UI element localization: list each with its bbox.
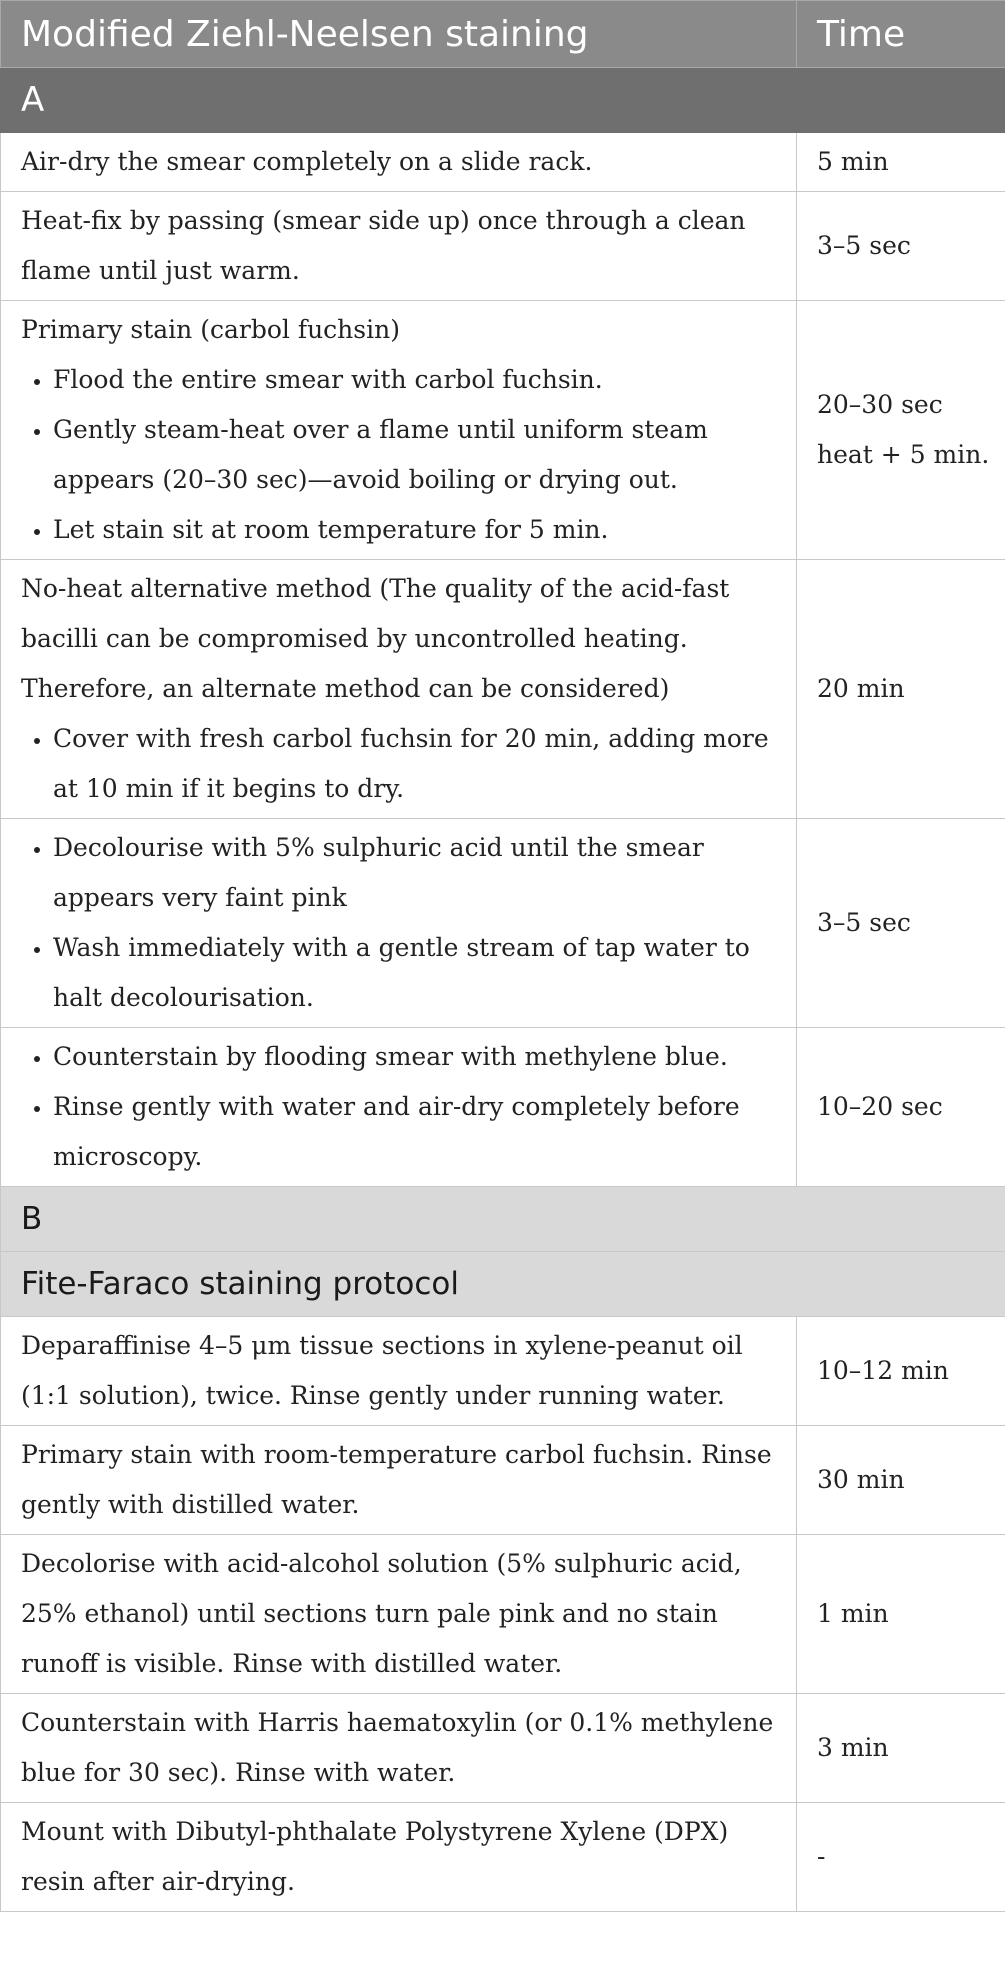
time-cell: 10–12 min bbox=[797, 1317, 1005, 1426]
table-row bbox=[1, 1803, 1005, 1912]
section-b-title: Fite-Faraco staining protocol bbox=[1, 1252, 1005, 1317]
section-a-body bbox=[1, 68, 1005, 1187]
time-cell: - bbox=[797, 1803, 1005, 1912]
time-cell: 5 min bbox=[797, 133, 1005, 192]
step-text: Primary stain with room-temperature carbol fuchsin. Rinse gently with distilled water. bbox=[21, 1440, 772, 1519]
header-procedure: Modified Ziehl-Neelsen staining bbox=[1, 1, 797, 68]
table-row bbox=[1, 1694, 1005, 1803]
table-row bbox=[1, 819, 1005, 1028]
table-row bbox=[1, 1535, 1005, 1694]
time-cell: 3–5 sec bbox=[797, 192, 1005, 301]
step-cell bbox=[1, 560, 797, 819]
step-cell bbox=[1, 133, 797, 192]
step-bullet-list bbox=[21, 355, 776, 555]
step-cell bbox=[1, 301, 797, 560]
table-row bbox=[1, 560, 1005, 819]
section-b-label: B bbox=[1, 1187, 1005, 1252]
section-a-label-row bbox=[1, 68, 1005, 133]
section-b-title-row bbox=[1, 1252, 1005, 1317]
table-header-row bbox=[1, 1, 1005, 68]
step-cell bbox=[1, 1535, 797, 1694]
step-cell bbox=[1, 1028, 797, 1187]
time-cell: 3–5 sec bbox=[797, 819, 1005, 1028]
step-bullet: • Wash immediately with a gentle stream of tap water to halt decolourisation. bbox=[53, 923, 776, 1023]
step-cell bbox=[1, 819, 797, 1028]
section-b-body bbox=[1, 1187, 1005, 1912]
step-bullet: • Counterstain by flooding smear with methylene blue. bbox=[53, 1032, 776, 1082]
step-bullet: • Flood the entire smear with carbol fuchsin. bbox=[53, 355, 776, 405]
step-cell bbox=[1, 1803, 797, 1912]
table-row bbox=[1, 1426, 1005, 1535]
step-text: Heat-fix by passing (smear side up) once through a clean flame until just warm. bbox=[21, 206, 746, 285]
step-text: Air-dry the smear completely on a slide rack. bbox=[21, 147, 593, 176]
step-bullet-list bbox=[21, 823, 776, 1023]
time-cell: 20–30 sec heat + 5 min. bbox=[797, 301, 1005, 560]
time-cell: 30 min bbox=[797, 1426, 1005, 1535]
step-bullet: • Rinse gently with water and air-dry completely before microscopy. bbox=[53, 1082, 776, 1182]
table-row bbox=[1, 1028, 1005, 1187]
table-row bbox=[1, 301, 1005, 560]
time-cell: 3 min bbox=[797, 1694, 1005, 1803]
step-text: Decolorise with acid-alcohol solution (5% sulphuric acid, 25% ethanol) until sections turn pale pink and no stain runoff is visible. Rinse with distilled water. bbox=[21, 1549, 742, 1678]
section-a-label: A bbox=[1, 68, 1005, 133]
step-bullet: • Decolourise with 5% sulphuric acid until the smear appears very faint pink bbox=[53, 823, 776, 923]
table-row bbox=[1, 192, 1005, 301]
step-text: Primary stain (carbol fuchsin) bbox=[21, 315, 400, 344]
time-cell: 10–20 sec bbox=[797, 1028, 1005, 1187]
step-text: Counterstain with Harris haematoxylin (or 0.1% methylene blue for 30 sec). Rinse with water. bbox=[21, 1708, 774, 1787]
section-b-label-row bbox=[1, 1187, 1005, 1252]
step-bullet-list bbox=[21, 714, 776, 814]
step-bullet: • Cover with fresh carbol fuchsin for 20 min, adding more at 10 min if it begins to dry. bbox=[53, 714, 776, 814]
time-cell: 1 min bbox=[797, 1535, 1005, 1694]
time-cell: 20 min bbox=[797, 560, 1005, 819]
step-bullet: • Gently steam-heat over a flame until uniform steam appears (20–30 sec)—avoid boiling or drying out. bbox=[53, 405, 776, 505]
step-text: Mount with Dibutyl-phthalate Polystyrene Xylene (DPX) resin after air-drying. bbox=[21, 1817, 729, 1896]
step-cell bbox=[1, 1426, 797, 1535]
step-text: No-heat alternative method (The quality of the acid-fast bacilli can be compromised by uncontrolled heating. Therefore, an alternate method can be considered) bbox=[21, 574, 730, 703]
table-row bbox=[1, 1317, 1005, 1426]
step-cell bbox=[1, 1694, 797, 1803]
step-bullet-list bbox=[21, 1032, 776, 1182]
step-cell bbox=[1, 192, 797, 301]
table-row bbox=[1, 133, 1005, 192]
step-bullet: • Let stain sit at room temperature for 5 min. bbox=[53, 505, 776, 555]
step-text: Deparaffinise 4–5 μm tissue sections in xylene-peanut oil (1:1 solution), twice. Rinse gently under running water. bbox=[21, 1331, 743, 1410]
header-time: Time bbox=[797, 1, 1005, 68]
step-cell bbox=[1, 1317, 797, 1426]
